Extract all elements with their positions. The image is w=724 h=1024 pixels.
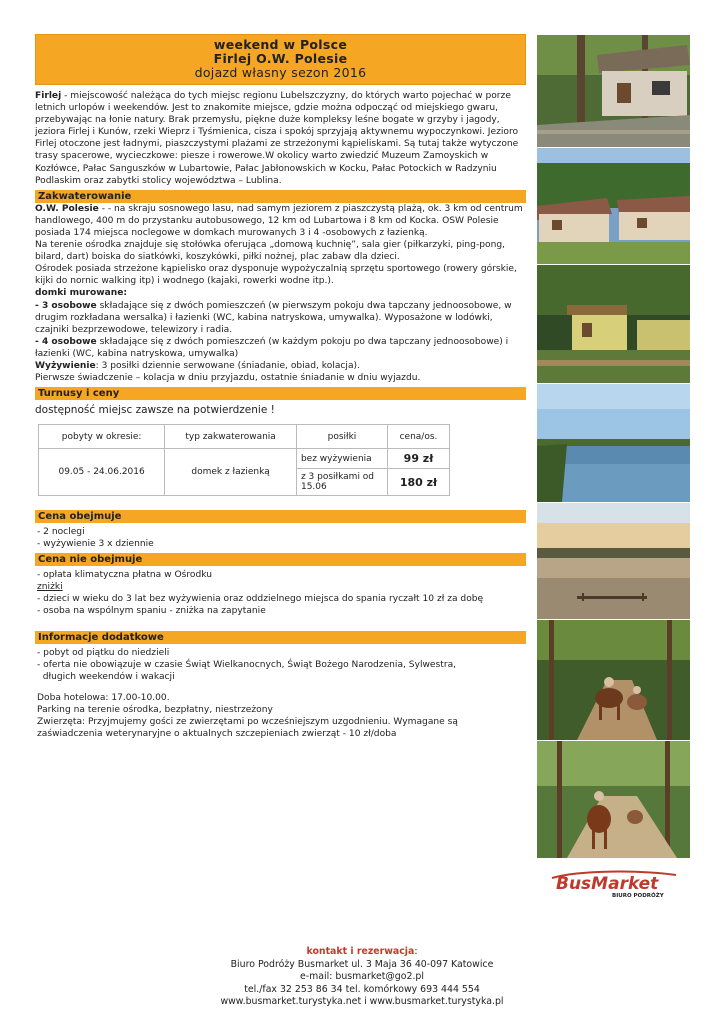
house-3-label: - 3 osobowe (35, 300, 97, 311)
contact-email[interactable]: e-mail: busmarket@go2.pl (300, 971, 424, 982)
price-cell: 180 zł (387, 469, 449, 496)
room-type-cell: domek z łazienką (165, 449, 297, 496)
horse-riding-photo-1 (537, 620, 690, 740)
cabins-photo-2 (537, 148, 690, 264)
meals-cell: z 3 posiłkami od 15.06 (296, 469, 387, 496)
hours-text: Doba hotelowa: 17.00-10.00. (37, 693, 170, 704)
meals-desc (35, 360, 526, 372)
busmarket-logo (550, 869, 680, 899)
excludes-list (37, 569, 526, 617)
contact-footer (0, 946, 724, 1009)
list-item: - wyżywienie 3 x dziennie (37, 539, 154, 550)
intro-text: - miejscowość należąca do tych miejsc regionu Lubelszczyzny, do których warto pojechać w porze letnich urlopów i weekendów. Jest to znakomite miejsce, gdzie można odpocząć od miejskiego gwaru, przebywając na łonie natury. Brak przemysłu, piękne duże kompleksy leśne bogate w grzyby i jagody, jeziora Firlej i Kunów, rzeki Wieprz i Tyśmienica, cisza i spokój sprzyjają aktywnemu wypoczynkowi. Jezioro Firlej otoczone jest ładnymi, piaszczystymi plażami ze strzeżonymi kąpieliskami. Są tutaj także wytyczone trasy spacerowe, wycieczkowe: piesze i rowerowe.W okolicy warto zwiedzić Muzeum Zamoyskich w Kozłówce, Pałac Sanguszków w Lubartowie, Pałac Jabłonowskich w Kocku, Pałac Potockich w Radzyniu Podlaskim oraz zabytki stolicy województwa – Lublina. (35, 91, 519, 186)
availability-note: dostępność miejsc zawsze na potwierdzenie ! (35, 404, 275, 417)
list-item: - dzieci w wieku do 3 lat bez wyżywienia oraz oddzielnego miejsca do spania ryczałt 10 zł za dobę (37, 594, 484, 605)
list-item: - pobyt od piątku do niedzieli (37, 648, 170, 659)
contact-heading (0, 946, 724, 959)
animals-text: Zwierzęta: Przyjmujemy gości ze zwierzętami po wcześniejszym uzgodnieniu. Wymagane są zaświadczenia weterynaryjne o aktualnych szczepieniach zwierząt - 10 zł/doba (37, 717, 458, 740)
list-item: długich weekendów i wakacji (37, 672, 175, 683)
cabins-photo-3 (537, 265, 690, 383)
accommodation-text: - - na skraju sosnowego lasu, nad samym jeziorem z piaszczystą plażą, ok. 3 km od centrum handlowego, 400 m do przystanku autobusowego, 12 km od Lubartowa i 8 km od Kocka. OSW Polesie posiada 174 miejsca noclegowe w domkach murowanych 3 i 4 -osobowych z łazienką. (35, 203, 523, 238)
col-room-type: typ zakwaterowania (165, 425, 297, 449)
house-4-desc (35, 336, 526, 360)
house-3-desc (35, 300, 526, 336)
title-line-2: Firlej O.W. Polesie (213, 51, 348, 66)
meals-desc-2: Pierwsze świadczenie – kolacja w dniu przyjazdu, ostatnie śniadanie w dniu wyjazdu. (35, 373, 421, 384)
contact-phones: tel./fax 32 253 86 34 tel. komórkowy 693 444 554 (244, 983, 480, 995)
parking-text: Parking na terenie ośrodka, bezpłatny, niestrzeżony (37, 705, 273, 716)
photo-strip (537, 35, 690, 859)
meals-label: Wyżywienie (35, 360, 96, 371)
title-line-3: dojazd własny sezon 2016 (194, 65, 367, 80)
contact-label: kontakt i rezerwacja (306, 946, 415, 957)
table-row (39, 449, 450, 469)
info-list (37, 647, 526, 740)
section-excludes: Cena nie obejmuje (35, 553, 526, 566)
section-info: Informacje dodatkowe (35, 631, 526, 644)
section-accommodation: Zakwaterowanie (35, 190, 526, 203)
period-cell: 09.05 - 24.06.2016 (39, 449, 165, 496)
logo-text: BusMarket (556, 874, 659, 894)
intro-lead: Firlej (35, 91, 62, 101)
lake-photo-1 (537, 384, 690, 502)
section-includes: Cena obejmuje (35, 510, 526, 523)
house-4-label: - 4 osobowe (35, 336, 97, 347)
price-cell: 99 zł (387, 449, 449, 469)
houses-label-text: domki murowane: (35, 288, 128, 299)
cabins-photo-1 (537, 35, 690, 147)
logo-subtext: BIURO PODRÓŻY (612, 893, 664, 899)
accommodation-desc (35, 203, 526, 239)
title-line-1: weekend w Polsce (213, 37, 348, 52)
title-banner (35, 34, 526, 85)
contact-colon: : (414, 946, 418, 957)
house-3-text: składające się z dwóch pomieszczeń (w pierwszym pokoju dwa tapczany jednoosobowe, w drugim rozkładana wersalka) i łazienki (WC, kabina natryskowa, umywalka). Wyposażone w lodówki, czajniki bezprzewodowe, telewizory i radia. (35, 300, 512, 335)
discounts-label: zniżki (37, 582, 63, 593)
offer-column (35, 34, 526, 740)
list-item: - 2 noclegi (37, 527, 85, 538)
section-turnusy: Turnusy i ceny (35, 387, 526, 400)
meals-cell: bez wyżywienia (296, 449, 387, 469)
col-meals: posiłki (296, 425, 387, 449)
contact-web[interactable]: www.busmarket.turystyka.net i www.busmarket.turystyka.pl (220, 996, 504, 1007)
includes-list (37, 526, 526, 550)
price-table-header (39, 425, 450, 449)
resort-name: O.W. Polesie (35, 203, 99, 214)
rental-text: Ośrodek posiada strzeżone kąpielisko oraz dysponuje wypożyczalnią sprzętu sportowego (rowery górskie, kijki do nornic walking itp) i wodnego (kajaki, rowerki wodne itp.). (35, 264, 517, 287)
houses-label (35, 287, 526, 299)
lake-photo-2 (537, 503, 690, 619)
list-item: - oferta nie obowiązuje w czasie Świąt Wielkanocnych, Świąt Bożego Narodzenia, Sylwestra, (37, 660, 457, 671)
facilities-text: Na terenie ośrodka znajduje się stołówka oferująca „domową kuchnię”, sala gier (piłkarzyki, ping-pong, bilard, dart) boiska do siatkówki, koszykówki, piłki nożnej, plac zabaw dla dzieci. (35, 240, 506, 263)
price-table (38, 424, 450, 496)
list-item: - opłata klimatyczna płatna w Ośrodku (37, 570, 212, 581)
intro-paragraph (35, 90, 526, 187)
meals-text: : 3 posiłki dziennie serwowane (śniadanie, obiad, kolacja). (95, 360, 360, 371)
horse-riding-photo-2 (537, 741, 690, 858)
list-item: - osoba na wspólnym spaniu - zniżka na zapytanie (37, 606, 266, 617)
col-price: cena/os. (387, 425, 449, 449)
contact-address: Biuro Podróży Busmarket ul. 3 Maja 36 40-097 Katowice (230, 958, 494, 970)
col-period: pobyty w okresie: (39, 425, 165, 449)
house-4-text: składające się z dwóch pomieszczeń (w każdym pokoju po dwa tapczany jednoosobowe) i łazienki (WC, kabina natryskowa, umywalka) (35, 336, 509, 359)
